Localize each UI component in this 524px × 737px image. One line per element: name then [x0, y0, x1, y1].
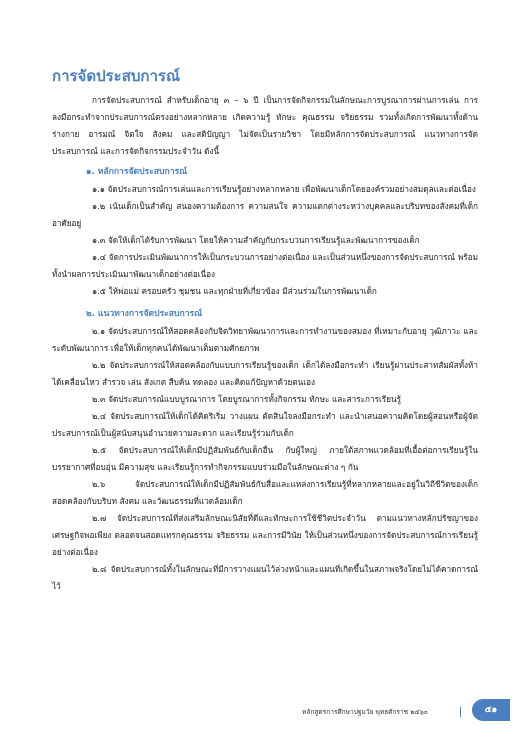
document-body: [52, 92, 478, 595]
section-1-item: ๑.๔ จัดการประเมินพัฒนาการให้เป็นกระบวนการอย่างต่อเนื่อง และเป็นส่วนหนึ่งของการจัดประสบการณ์ พร้อมทั้งนำผลการประเมินมาพัฒนาเด็กอย่างต่อเนื่อง: [52, 252, 478, 279]
section-2-item: ๒.๘ จัดประสบการณ์ทั้งในลักษณะที่มีการวางแผนไว้ล่วงหน้าและแผนที่เกิดขึ้นในสภาพจริงโดยไม่ได้คาดการณ์ไว้: [52, 564, 478, 591]
section-2-item: ๒.๓ จัดประสบการณ์แบบบูรณาการ โดยบูรณาการทั้งกิจกรรม ทักษะ และสาระการเรียนรู้: [92, 394, 401, 404]
section-2-item: ๒.๒ จัดประสบการณ์ให้สอดคล้องกับแบบการเรียนรู้ของเด็ก เด็กได้ลงมือกระทำ เรียนรู้ผ่านประสาทสัมผัสทั้งห้า ได้เคลื่อนไหว สำรวจ เล่น สังเกต สืบค้น ทดลอง และคิดแก้ปัญหาด้วยตนเอง: [52, 360, 478, 387]
section-2-item: ๒.๔ จัดประสบการณ์ให้เด็กได้คิดริเริ่ม วางแผน ตัดสินใจลงมือกระทำ และนำเสนอความคิดโดยผู้สอนหรือผู้จัดประสบการณ์เป็นผู้สนับสนุนอำนวยความสะดวก และเรียนรู้ร่วมกับเด็ก: [52, 411, 478, 438]
section-1-heading: ๑. หลักการจัดประสบการณ์: [86, 167, 188, 177]
section-2-item: ๒.๗ จัดประสบการณ์ที่ส่งเสริมลักษณะนิสัยที่ดีและทักษะการใช้ชีวิตประจำวัน ตามแนวทางหลักปรัชญาของเศรษฐกิจพอเพียง ตลอดจนสอดแทรกคุณธรรม จริยธรรม และการมีวินัย ให้เป็นส่วนหนึ่งของการจัดประสบการณ์การเรียนรู้อย่างต่อเนื่อง: [52, 513, 478, 557]
section-1-item: ๑.๒ เน้นเด็กเป็นสำคัญ สนองความต้องการ ความสนใจ ความแตกต่างระหว่างบุคคลและบริบทของสังคมที่เด็กอาศัยอยู่: [52, 201, 478, 228]
section-2-item: ๒.๑ จัดประสบการณ์ให้สอดคล้องกับจิตวิทยาพัฒนาการและการทำงานของสมอง ที่เหมาะกับอายุ วุฒิภาวะ และระดับพัฒนาการ เพื่อให้เด็กทุกคนได้พัฒนาเต็มตามศักยภาพ: [52, 326, 478, 353]
section-2-heading: ๒. แนวทางการจัดประสบการณ์: [86, 309, 203, 319]
footer-divider: [460, 707, 461, 717]
section-1-item: ๑.๑ จัดประสบการณ์การเล่นและการเรียนรู้อย่างหลากหลาย เพื่อพัฒนาเด็กโดยองค์รวมอย่างสมดุลและต่อเนื่อง: [92, 184, 476, 194]
section-2-item: ๒.๕ จัดประสบการณ์ให้เด็กมีปฏิสัมพันธ์กับเด็กอื่น กับผู้ใหญ่ ภายใต้สภาพแวดล้อมที่เอื้อต่อการเรียนรู้ในบรรยากาศที่อบอุ่น มีความสุข และเรียนรู้การทำกิจกรรมแบบร่วมมือในลักษณะต่าง ๆ กัน: [52, 445, 478, 472]
section-2-item: ๒.๖ จัดประสบการณ์ให้เด็กมีปฏิสัมพันธ์กับสื่อและแหล่งการเรียนรู้ที่หลากหลายและอยู่ในวิถีชีวิตของเด็ก สอดคล้องกับบริบท สังคม และวัฒนธรรมที่แวดล้อมเด็ก: [52, 479, 478, 506]
section-1-item: ๑.๓ จัดให้เด็กได้รับการพัฒนา โดยให้ความสำคัญกับกระบวนการเรียนรู้และพัฒนาการของเด็ก: [92, 235, 420, 245]
page-title: การจัดประสบการณ์: [52, 67, 180, 85]
page-number-badge: ๕๑: [472, 699, 510, 721]
section-1-item: ๑.๕ ให้พ่อแม่ ครอบครัว ชุมชน และทุกฝ่ายที่เกี่ยวข้อง มีส่วนร่วมในการพัฒนาเด็ก: [92, 286, 377, 296]
footer-title: หลักสูตรการศึกษาปฐมวัย พุทธศักราช ๒๕๖๐: [302, 708, 428, 716]
intro-paragraph: การจัดประสบการณ์ สำหรับเด็กอายุ ๓ – ๖ ปี เป็นการจัดกิจกรรมในลักษณะการบูรณาการผ่านการเล่น การลงมือกระทำจากประสบการณ์ตรงอย่างหลากหลาย เกิดความรู้ ทักษะ คุณธรรม จริยธรรม รวมทั้งเกิดการพัฒนาทั้งด้านร่างกาย อารมณ์ จิตใจ สังคม และสติปัญญา ไม่จัดเป็นรายวิชา โดยมีหลักการจัดประสบการณ์ แนวทางการจัดประสบการณ์ และการจัดกิจกรรมประจำวัน ดังนี้: [52, 95, 478, 156]
